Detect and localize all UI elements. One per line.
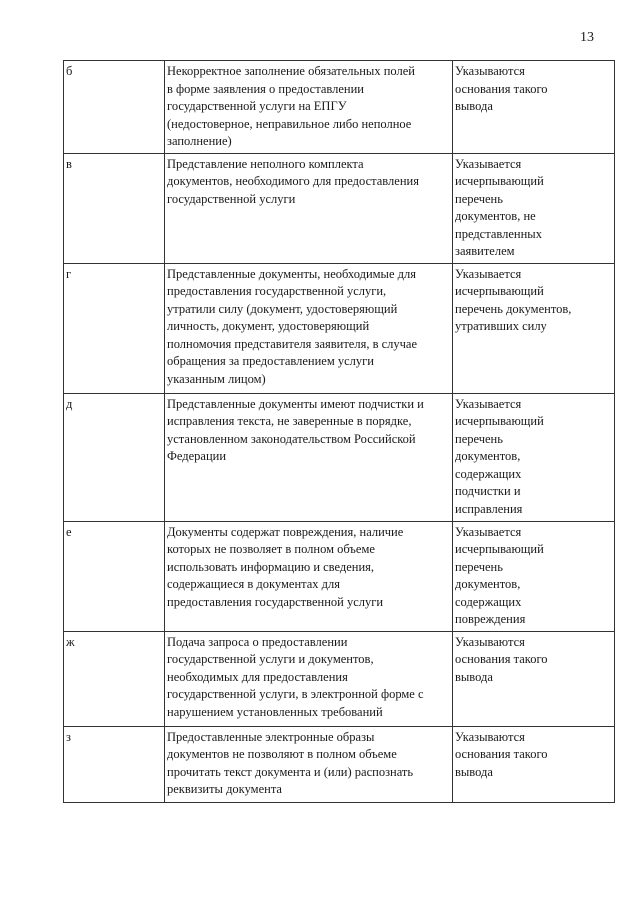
table-row	[64, 393, 615, 521]
row-letter-cell: в	[64, 153, 165, 263]
table-row	[64, 726, 615, 802]
note-cell: Указывается исчерпывающий перечень документов, содержащих повреждения	[453, 521, 615, 631]
reason-cell: Представление неполного комплекта документов, необходимого для предоставления государственной услуги	[165, 153, 453, 263]
row-letter-cell: е	[64, 521, 165, 631]
row-letter-cell: г	[64, 263, 165, 393]
table-row	[64, 263, 615, 393]
table-row	[64, 521, 615, 631]
reason-cell: Представленные документы, необходимые для предоставления государственной услуги, утратили силу (документ, удостоверяющий личность, документ, удостоверяющий полномочия представителя заявителя, в случае обращения за предоставлением услуги указанным лицом)	[165, 263, 453, 393]
row-letter-cell: ж	[64, 631, 165, 726]
note-cell: Указываются основания такого вывода	[453, 726, 615, 802]
row-letter-cell: з	[64, 726, 165, 802]
note-cell: Указываются основания такого вывода	[453, 631, 615, 726]
table-row	[64, 631, 615, 726]
reason-cell: Некорректное заполнение обязательных полей в форме заявления о предоставлении государственной услуги на ЕПГУ (недостоверное, неправильное либо неполное заполнение)	[165, 61, 453, 154]
note-cell: Указываются основания такого вывода	[453, 61, 615, 154]
note-cell: Указывается исчерпывающий перечень документов, содержащих подчистки и исправления	[453, 393, 615, 521]
row-letter-cell: б	[64, 61, 165, 154]
note-cell: Указывается исчерпывающий перечень документов, не представленных заявителем	[453, 153, 615, 263]
note-cell: Указывается исчерпывающий перечень документов, утративших силу	[453, 263, 615, 393]
table-row	[64, 153, 615, 263]
reason-cell: Подача запроса о предоставлении государственной услуги и документов, необходимых для предоставления государственной услуги, в электронной форме с нарушением установленных требований	[165, 631, 453, 726]
refusal-grounds-table	[63, 60, 615, 803]
reason-cell: Предоставленные электронные образы документов не позволяют в полном объеме прочитать текст документа и (или) распознать реквизиты документа	[165, 726, 453, 802]
row-letter-cell: д	[64, 393, 165, 521]
reason-cell: Представленные документы имеют подчистки и исправления текста, не заверенные в порядке, установленном законодательством Российской Федерации	[165, 393, 453, 521]
reason-cell: Документы содержат повреждения, наличие которых не позволяет в полном объеме использовать информацию и сведения, содержащиеся в документах для предоставления государственной услуги	[165, 521, 453, 631]
page-number: 13	[580, 30, 594, 45]
table-row	[64, 61, 615, 154]
